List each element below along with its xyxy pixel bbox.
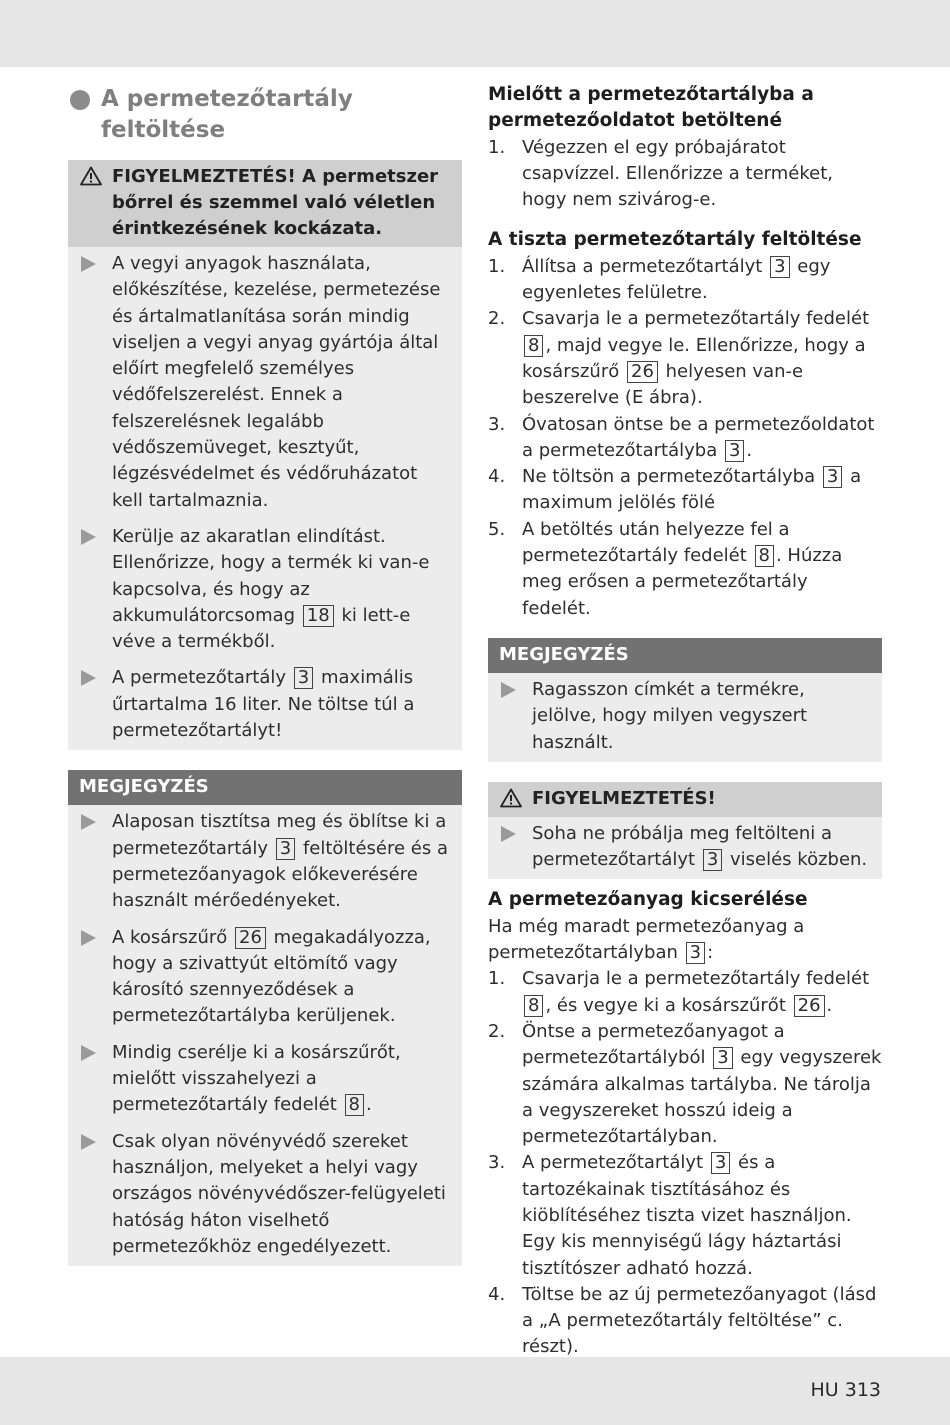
step-text: egy vegyszerek számára alkalmas tartályba. Ne tárolja a vegyszereket hosszú ideig a permetezőtartályban. <box>522 1047 882 1148</box>
part-reference: 3 <box>711 1152 730 1174</box>
warning-header <box>68 160 462 247</box>
step-text: , és vegye ki a kosárszűrőt <box>545 994 786 1016</box>
page-number: HU 313 <box>810 1379 881 1401</box>
fill-steps <box>488 254 882 622</box>
arrow-bullet-icon <box>81 1045 96 1061</box>
footer-bar <box>0 1357 950 1425</box>
step-text: Töltse be az új permetezőanyagot (lásd a „A permetezőtartály feltöltése” c. részt). <box>522 1283 877 1358</box>
step-number: 3. <box>488 413 506 435</box>
subheading-before-filling: Mielőtt a permetezőtartályba a permetezőoldatot betöltené <box>488 84 814 132</box>
note-item <box>500 677 870 756</box>
warning-box <box>68 160 462 750</box>
section-heading-text: A permetezőtartály feltöltése <box>101 86 353 143</box>
subheading-fill: A tiszta permetezőtartály feltöltése <box>488 229 862 251</box>
item-text: Soha ne próbálja meg feltölteni a permetezőtartályt <box>532 822 832 871</box>
part-reference: 3 <box>276 838 295 860</box>
step-number: 5. <box>488 518 506 540</box>
part-reference: 3 <box>294 667 313 689</box>
step-text: A betöltés után helyezze fel a permetezőtartály fedelét <box>522 518 790 567</box>
arrow-bullet-icon <box>501 682 516 698</box>
step-text: , majd vegye le. Ellenőrizze, hogy a kosárszűrő <box>522 334 866 382</box>
list-item <box>488 306 882 411</box>
part-reference: 8 <box>524 995 543 1017</box>
note-item <box>80 809 450 914</box>
step-number: 2. <box>488 1020 506 1042</box>
bullet-dot-icon <box>70 90 90 110</box>
replace-intro <box>488 914 882 967</box>
part-reference: 26 <box>627 361 658 383</box>
step-text: Öntse a permetezőanyagot a permetezőtartályból <box>522 1020 785 1069</box>
section-heading <box>68 84 462 146</box>
list-item <box>488 1282 882 1361</box>
list-item <box>488 135 882 214</box>
arrow-bullet-icon <box>81 256 96 272</box>
item-text: viselés közben. <box>730 849 868 871</box>
item-text: Kerülje az akaratlan elindítást. Ellenőrizze, hogy a termék ki van-e kapcsolva, és hogy az akkumulátorcsomag <box>112 525 430 626</box>
part-reference: 3 <box>823 466 842 488</box>
warning-triangle-icon <box>80 166 102 186</box>
replace-steps <box>488 966 882 1360</box>
item-text: A permetezőtartály <box>112 667 287 689</box>
step-text: Ne töltsön a permetezőtartályba <box>522 466 816 488</box>
step-text: Csavarja le a permetezőtartály fedelét <box>522 968 870 990</box>
arrow-bullet-icon <box>501 826 516 842</box>
step-text: egy egyenletes felületre. <box>522 255 831 304</box>
note-body <box>488 673 882 762</box>
note-item <box>80 1040 450 1119</box>
step-number: 1. <box>488 136 506 158</box>
note-item <box>80 1129 450 1260</box>
arrow-bullet-icon <box>81 1134 96 1150</box>
before-steps <box>488 135 882 214</box>
step-text: Csavarja le a permetezőtartály fedelét <box>522 308 870 330</box>
list-item <box>488 464 882 517</box>
part-reference: 3 <box>770 256 789 278</box>
note-box <box>488 638 882 762</box>
item-text: Csak olyan növényvédő szereket használjon, melyeket a helyi vagy országos növényvédőszer-felügyeleti hatóság háton viselhető permetezőkhöz engedélyezett. <box>112 1130 446 1257</box>
item-text: feltöltésére és a permetezőanyagok előkeverésére használt mérőedényeket. <box>112 837 449 912</box>
top-bar <box>0 0 950 67</box>
note-box <box>68 770 462 1266</box>
step-number: 2. <box>488 308 506 330</box>
list-item <box>488 1019 882 1150</box>
item-text: megakadályozza, hogy a szivattyút eltömítő vagy károsító szennyeződések a permetezőtartályba kerüljenek. <box>112 926 431 1027</box>
warning-item <box>80 251 450 514</box>
warning-header <box>488 782 882 817</box>
item-text: . <box>365 1094 372 1116</box>
item-text: Ragasszon címkét a termékre, jelölve, hogy milyen vegyszert használt. <box>532 678 808 753</box>
warning-title: FIGYELMEZTETÉS! A permetszer bőrrel és szemmel való véletlen érintkezésének kockázata. <box>112 166 439 239</box>
step-number: 4. <box>488 1283 506 1305</box>
part-reference: 26 <box>235 927 266 949</box>
subheading-replace: A permetezőanyag kicserélése <box>488 889 808 911</box>
part-reference: 3 <box>725 440 744 462</box>
warning-body <box>68 247 462 750</box>
left-column <box>68 82 462 1286</box>
item-text: A kosárszűrő <box>112 926 228 948</box>
intro-text: : <box>707 942 714 964</box>
note-header: MEGJEGYZÉS <box>488 638 882 673</box>
warning-item <box>80 665 450 744</box>
note-item <box>80 925 450 1030</box>
warning-box <box>488 782 882 880</box>
arrow-bullet-icon <box>81 529 96 545</box>
step-text: Óvatosan öntse be a permetezőoldatot a permetezőtartályba <box>522 413 875 461</box>
list-item <box>488 517 882 622</box>
part-reference: 3 <box>713 1047 732 1069</box>
arrow-bullet-icon <box>81 930 96 946</box>
list-item <box>488 254 882 307</box>
warning-item <box>80 524 450 655</box>
note-body <box>68 805 462 1266</box>
step-text: . <box>746 439 753 461</box>
part-reference: 3 <box>703 849 722 871</box>
item-text: Alaposan tisztítsa meg és öblítse ki a permetezőtartály <box>112 811 447 859</box>
item-text: maximális űrtartalma 16 liter. Ne töltse túl a permetezőtartályt! <box>112 667 415 742</box>
intro-text: Ha még maradt permetezőanyag a permetezőtartályban <box>488 915 805 964</box>
step-text: . Húzza meg erősen a permetezőtartály fedelét. <box>522 545 843 619</box>
list-item <box>488 1150 882 1281</box>
item-text: A vegyi anyagok használata, előkészítése, kezelése, permetezése és ártalmatlanítása során mindig viseljen a vegyi anyag gyártója által előírt megfelelő személyes védőfelszerelést. Ennek a felszerelésnek legalább védőszemüveget, kesztyűt, légzésvédelmet és védőruházatot kell tartalmaznia. <box>112 253 441 511</box>
part-reference: 8 <box>345 1094 364 1116</box>
right-column <box>488 82 882 1361</box>
step-text: Állítsa a permetezőtartályt <box>522 255 763 277</box>
part-reference: 8 <box>755 545 774 567</box>
warning-body <box>488 817 882 880</box>
step-number: 1. <box>488 255 506 277</box>
part-reference: 18 <box>303 605 334 627</box>
step-text: a maximum jelölés fölé <box>522 466 862 514</box>
list-item <box>488 412 882 465</box>
part-reference: 8 <box>524 335 543 357</box>
step-number: 1. <box>488 968 506 990</box>
step-number: 4. <box>488 466 506 488</box>
step-text: és a tartozékainak tisztításához és kiöblítéséhez tiszta vizet használjon. Egy kis mennyiségű lágy háztartási tisztítószer adható hozzá. <box>522 1152 852 1279</box>
step-number: 3. <box>488 1152 506 1174</box>
arrow-bullet-icon <box>81 814 96 830</box>
step-text: A permetezőtartályt <box>522 1152 704 1174</box>
step-text: helyesen van-e beszerelve (E ábra). <box>522 360 804 409</box>
list-item <box>488 966 882 1019</box>
arrow-bullet-icon <box>81 670 96 686</box>
warning-item <box>500 821 870 874</box>
item-text: ki lett-e véve a termékből. <box>112 604 411 653</box>
warning-triangle-icon <box>500 788 522 808</box>
note-header: MEGJEGYZÉS <box>68 770 462 805</box>
part-reference: 3 <box>686 942 705 964</box>
warning-title: FIGYELMEZTETÉS! <box>532 787 716 809</box>
item-text: Mindig cserélje ki a kosárszűrőt, mielőtt visszahelyezi a permetezőtartály fedelét <box>112 1041 401 1116</box>
step-text: . <box>826 994 833 1016</box>
part-reference: 26 <box>794 995 825 1017</box>
step-text: Végezzen el egy próbajáratot csapvízzel. Ellenőrizze a terméket, hogy nem szivárog-e. <box>522 136 833 211</box>
